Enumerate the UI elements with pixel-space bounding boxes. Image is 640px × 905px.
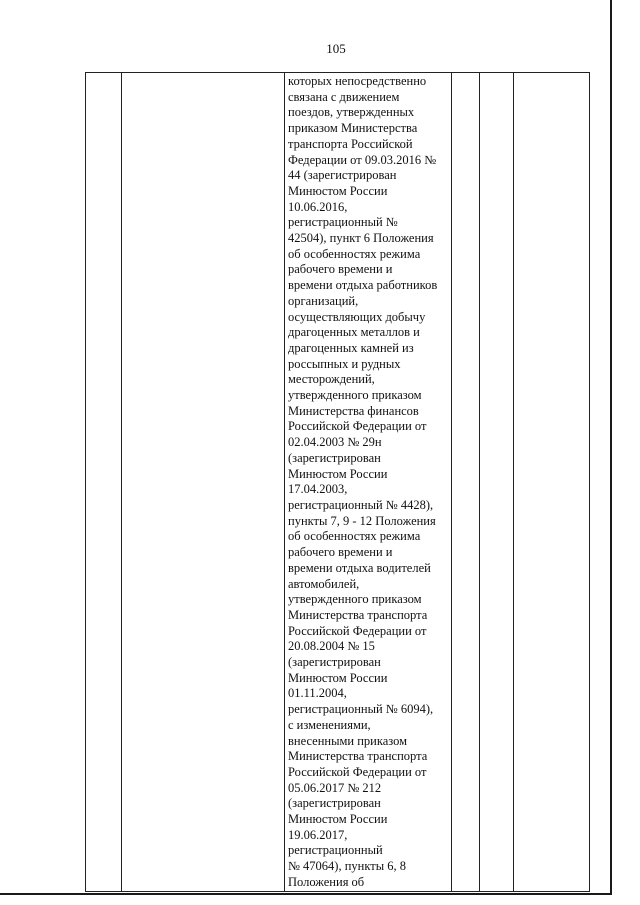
text-line: регистрационный № 4428), — [288, 497, 434, 512]
text-line: Минюстом России — [288, 670, 388, 685]
table-cell-legal-references — [285, 73, 452, 892]
text-line: организаций, — [288, 293, 359, 308]
text-line: утвержденного приказом — [288, 592, 422, 607]
text-line: времени отдыха водителей — [288, 560, 431, 575]
text-line: Российской Федерации от — [288, 419, 427, 434]
text-line: 10.06.2016, — [288, 199, 348, 214]
text-line: с изменениями, — [288, 717, 371, 732]
text-line: Министерства транспорта — [288, 607, 428, 622]
text-line: Российской Федерации от — [288, 764, 427, 779]
text-line: регистрационный — [288, 843, 383, 858]
page-number: 105 — [326, 41, 346, 56]
text-line: 05.06.2017 № 212 — [288, 780, 382, 795]
table-cell-notes — [514, 73, 590, 892]
text-line: месторождений, — [288, 372, 375, 387]
table-row — [86, 73, 590, 892]
text-line: 42504), пункт 6 Положения — [288, 231, 434, 246]
text-line: 02.04.2003 № 29н — [288, 435, 382, 450]
text-line: 20.08.2004 № 15 — [288, 639, 375, 654]
text-line: 01.11.2004, — [288, 686, 347, 701]
table-cell-description — [122, 73, 285, 892]
text-line: связана с движением — [288, 89, 400, 104]
document-table — [85, 72, 590, 892]
legal-references-text — [285, 73, 451, 891]
text-line: которых непосредственно — [288, 74, 427, 88]
text-line: Министерства транспорта — [288, 749, 428, 764]
text-line: (зарегистрирован — [288, 655, 381, 670]
text-line: 19.06.2017, — [288, 827, 348, 842]
text-line: 44 (зарегистрирован — [288, 168, 397, 183]
text-line: регистрационный № — [288, 215, 398, 230]
text-line: (зарегистрирован — [288, 450, 381, 465]
text-line: Минюстом России — [288, 183, 388, 198]
text-line: Российской Федерации от — [288, 623, 427, 638]
table-cell-number — [86, 73, 122, 892]
text-line: внесенными приказом — [288, 733, 408, 748]
text-line: осуществляющих добычу — [288, 309, 426, 324]
text-line: драгоценных металлов и — [288, 325, 420, 340]
text-line: Министерства финансов — [288, 403, 419, 418]
text-line: (зарегистрирован — [288, 796, 381, 811]
text-line: рабочего времени и — [288, 545, 393, 560]
text-line: пункты 7, 9 - 12 Положения — [288, 513, 436, 528]
text-line: об особенностях режима — [288, 246, 421, 261]
text-line: регистрационный № 6094), — [288, 702, 434, 717]
text-line: автомобилей, — [288, 576, 360, 591]
text-line: Федерации от 09.03.2016 № — [288, 152, 437, 167]
text-line: поездов, утвержденных — [288, 105, 415, 120]
text-line: 17.04.2003, — [288, 482, 348, 497]
text-line: приказом Министерства — [288, 121, 418, 136]
text-line: Положения об — [288, 874, 365, 889]
text-line: россыпных и рудных — [288, 356, 401, 371]
text-line: утвержденного приказом — [288, 388, 422, 403]
text-line: транспорта Российской — [288, 136, 413, 151]
text-line: Минюстом России — [288, 466, 388, 481]
table-cell-yes — [452, 73, 480, 892]
text-line: рабочего времени и — [288, 262, 393, 277]
text-line: времени отдыха работников — [288, 278, 438, 293]
text-line: Минюстом России — [288, 812, 388, 827]
text-line: № 47064), пункты 6, 8 — [288, 859, 406, 874]
text-line: драгоценных камней из — [288, 340, 414, 355]
table-cell-no — [480, 73, 514, 892]
text-line: об особенностях режима — [288, 529, 421, 544]
